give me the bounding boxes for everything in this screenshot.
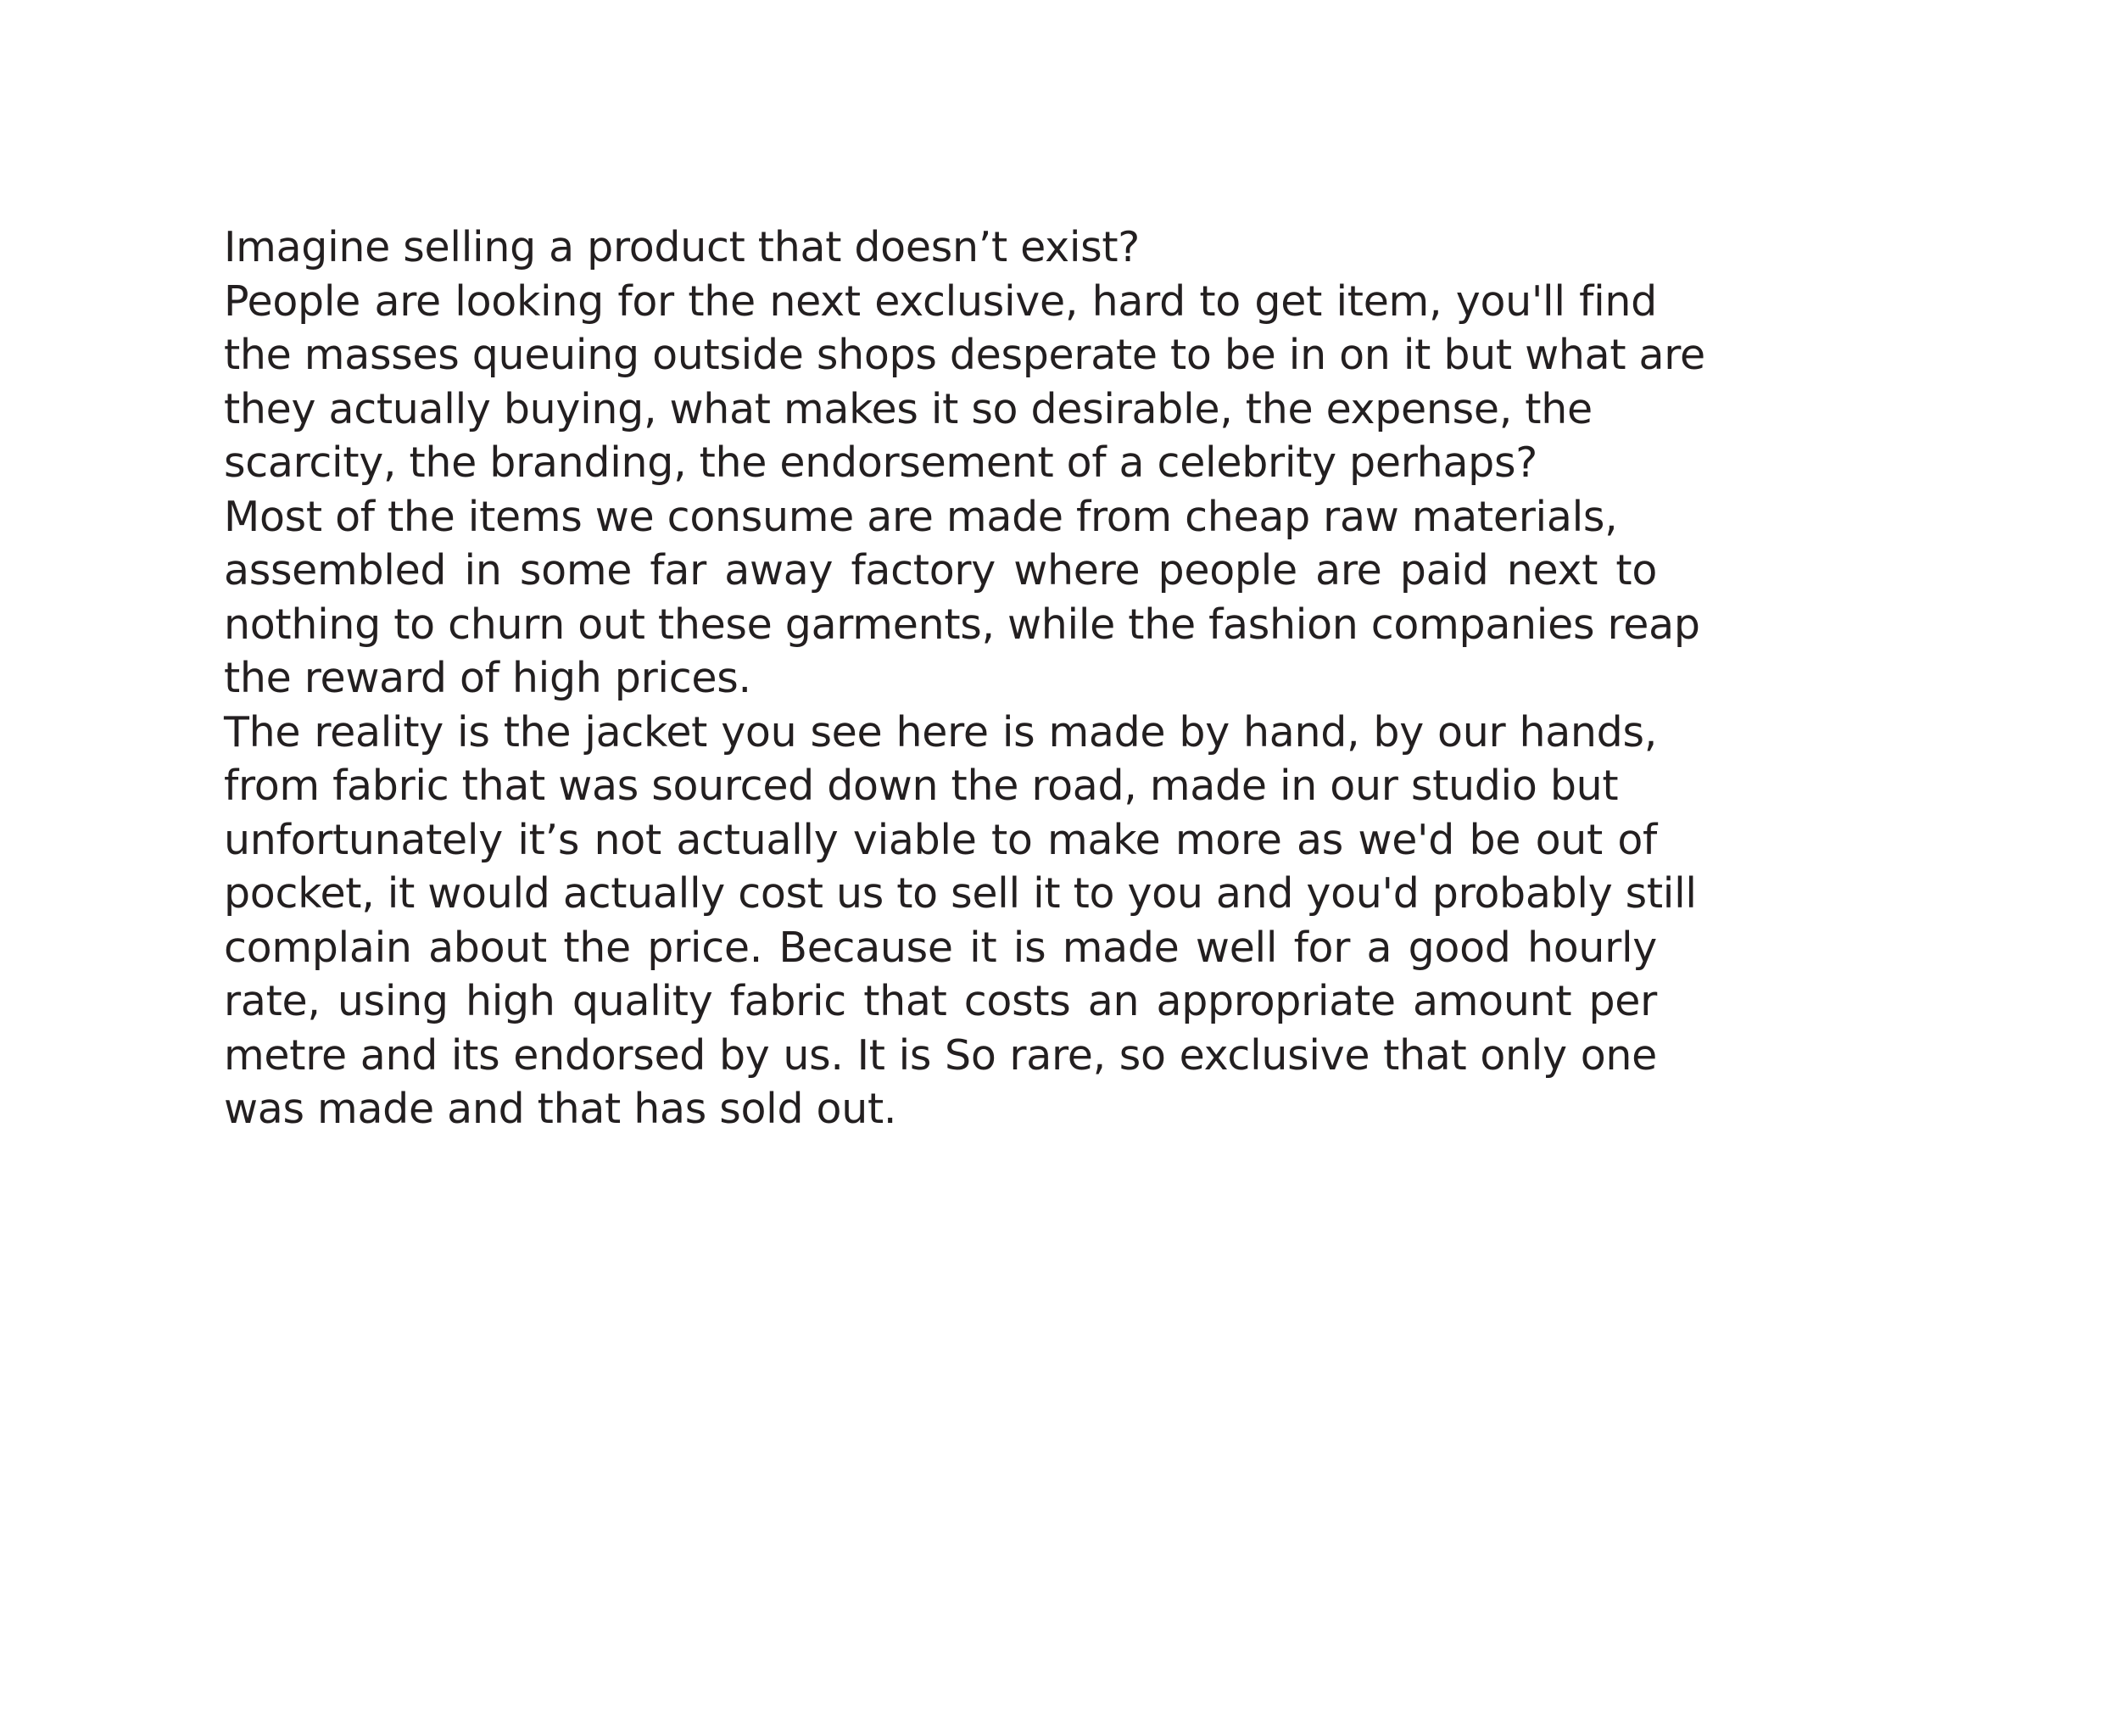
text-line: from fabric that was sourced down the road, made in our studio but bbox=[224, 762, 1619, 810]
text-line: complain about the price. Because it is made well for a good hourly bbox=[224, 923, 1657, 972]
paragraph-intro bbox=[224, 220, 1657, 275]
text-line: was made and that has sold out. bbox=[224, 1085, 897, 1133]
text-line: People are looking for the next exclusive, hard to get item, you'll find bbox=[224, 276, 1657, 326]
text-line: Most of the items we consume are made from cheap raw materials, bbox=[224, 492, 1618, 541]
text-line: Imagine selling a product that doesn’t exist? bbox=[224, 223, 1141, 271]
text-line: The reality is the jacket you see here is made by hand, by our hands, bbox=[224, 707, 1657, 756]
text-line: assembled in some far away factory where people are paid next to bbox=[224, 546, 1657, 594]
text-line: they actually buying, what makes it so desirable, the expense, the bbox=[224, 384, 1593, 433]
text-line: rate, using high quality fabric that costs an appropriate amount per bbox=[224, 977, 1657, 1025]
text-line: scarcity, the branding, the endorsement of a celebrity perhaps? bbox=[224, 438, 1537, 487]
text-line: pocket, it would actually cost us to sell it to you and you'd probably still bbox=[224, 869, 1697, 918]
text-line: metre and its endorsed by us. It is So rare, so exclusive that only one bbox=[224, 1030, 1657, 1080]
paragraph-items bbox=[224, 490, 1700, 706]
text-line: the reward of high prices. bbox=[224, 654, 751, 702]
text-line: nothing to churn out these garments, while the fashion companies reap bbox=[224, 600, 1700, 649]
text-line: unfortunately it’s not actually viable to make more as we'd be out of bbox=[224, 815, 1657, 864]
paragraph-reality bbox=[224, 706, 1697, 1136]
text-line: the masses queuing outside shops desperate to be in on it but what are bbox=[224, 331, 1705, 379]
document-body bbox=[224, 220, 1705, 1136]
paragraph-people bbox=[224, 275, 1705, 490]
